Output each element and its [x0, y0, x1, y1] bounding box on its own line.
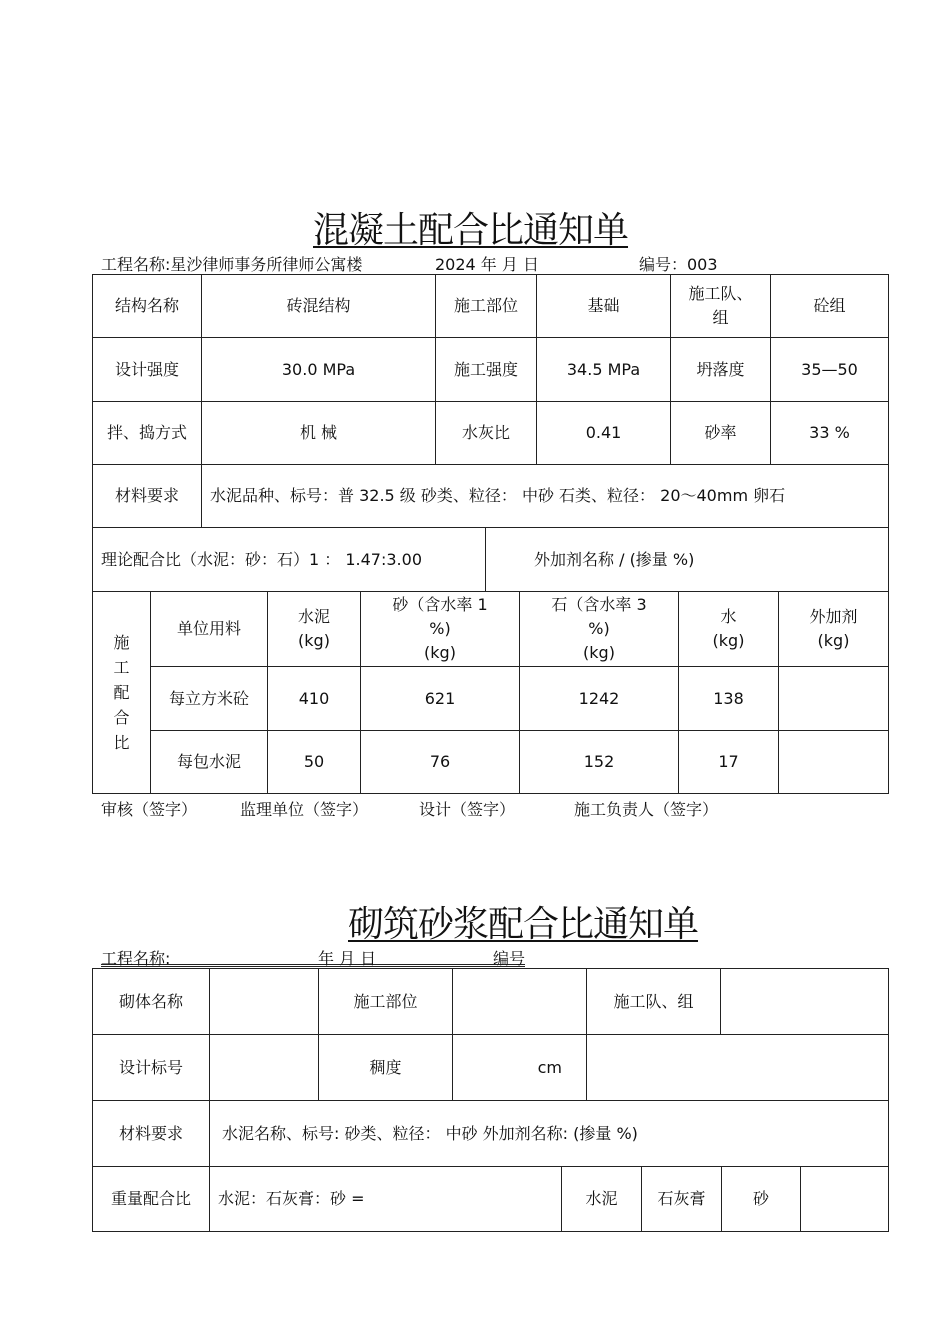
sand-ratio-label: 砂率 — [671, 402, 771, 465]
construction-part-label: 施工部位 — [436, 275, 537, 338]
team-value: 砼组 — [771, 275, 889, 338]
admixture-header: 外加剂 (kg) — [779, 592, 889, 667]
concrete-date: 2024 年 月 日 — [435, 255, 539, 274]
slump-value: 35—50 — [771, 338, 889, 402]
concrete-ratio-table — [92, 527, 889, 592]
side-char: 施 — [113, 633, 130, 652]
construction-strength-value: 34.5 MPa — [537, 338, 671, 402]
mortar-material-label: 材料要求 — [93, 1101, 210, 1167]
weight-ratio-formula: 水泥：石灰膏：砂 = — [210, 1167, 562, 1232]
mortar-part-value — [453, 969, 587, 1035]
unit-material-header: 单位用料 — [151, 592, 268, 667]
mortar-part-label: 施工部位 — [319, 969, 453, 1035]
side-char: 比 — [113, 733, 130, 752]
concrete-number: 编号：003 — [639, 255, 718, 274]
mortar-number: 编号 — [492, 949, 525, 968]
mortar-title: 砌筑砂浆配合比通知单 — [348, 904, 699, 945]
weight-sand-label: 砂 — [722, 1167, 801, 1232]
side-char: 工 — [113, 658, 130, 677]
consistency-label: 稠度 — [319, 1035, 453, 1101]
cement-value: 50 — [268, 731, 361, 794]
concrete-mix-table — [92, 591, 889, 794]
concrete-project-name: 工程名称:星沙律师事务所律师公寓楼 — [101, 255, 363, 274]
sand-value: 76 — [361, 731, 520, 794]
weight-lime-label: 石灰膏 — [642, 1167, 722, 1232]
design-strength-label: 设计强度 — [93, 338, 202, 402]
mortar-number-line — [390, 946, 525, 967]
consistency-extra — [587, 1035, 889, 1101]
design-strength-value: 30.0 MPa — [202, 338, 436, 402]
water-value: 138 — [679, 667, 779, 731]
admixture-value — [779, 667, 889, 731]
mortar-team-label: 施工队、组 — [587, 969, 721, 1035]
admixture-name: 外加剂名称 / (掺量 %) — [486, 528, 889, 592]
material-requirements-value: 水泥品种、标号：普 32.5 级 砂类、粒径： 中砂 石类、粒径： 20～40mm 卵石 — [202, 465, 889, 528]
construction-part-value: 基础 — [537, 275, 671, 338]
material-requirements-label: 材料要求 — [93, 465, 202, 528]
concrete-info-table — [92, 274, 889, 528]
mixing-method-value: 机 械 — [202, 402, 436, 465]
team-label: 施工队、组 — [671, 275, 771, 338]
mortar-project-name: 工程名称: — [101, 949, 171, 968]
water-header: 水 (kg) — [679, 592, 779, 667]
mixing-method-label: 拌、捣方式 — [93, 402, 202, 465]
stone-header: 石（含水率 3 %) (kg) — [520, 592, 679, 667]
design-grade-label: 设计标号 — [93, 1035, 210, 1101]
weight-cement-label: 水泥 — [562, 1167, 642, 1232]
water-cement-ratio-value: 0.41 — [537, 402, 671, 465]
weight-ratio-label: 重量配合比 — [93, 1167, 210, 1232]
masonry-name-value — [210, 969, 319, 1035]
table-row — [93, 731, 889, 794]
slump-label: 坍落度 — [671, 338, 771, 402]
weight-extra-value — [801, 1167, 889, 1232]
structure-name-value: 砖混结构 — [202, 275, 436, 338]
side-char: 配 — [113, 683, 130, 702]
cement-header: 水泥 (kg) — [268, 592, 361, 667]
construction-mix-side-label — [93, 592, 151, 794]
sand-header: 砂（含水率 1 %) (kg) — [361, 592, 520, 667]
concrete-title: 混凝土配合比通知单 — [313, 210, 629, 251]
masonry-name-label: 砌体名称 — [93, 969, 210, 1035]
theoretical-ratio: 理论配合比（水泥：砂：石）1 ： 1.47:3.00 — [93, 528, 486, 592]
review-signature: 审核（签字） — [101, 800, 198, 819]
row-label: 每立方米砼 — [151, 667, 268, 731]
stone-value: 152 — [520, 731, 679, 794]
water-cement-ratio-label: 水灰比 — [436, 402, 537, 465]
sand-value: 621 — [361, 667, 520, 731]
admixture-value — [779, 731, 889, 794]
structure-name-label: 结构名称 — [93, 275, 202, 338]
mortar-table — [92, 968, 889, 1167]
cement-value: 410 — [268, 667, 361, 731]
mortar-weight-ratio-table — [92, 1166, 889, 1232]
consistency-value: cm — [453, 1035, 587, 1101]
design-grade-value — [210, 1035, 319, 1101]
sand-ratio-value: 33 % — [771, 402, 889, 465]
design-signature: 设计（签字） — [419, 800, 516, 819]
side-char: 合 — [113, 708, 130, 727]
mortar-material-value: 水泥名称、标号: 砂类、粒径： 中砂 外加剂名称: (掺量 %) — [210, 1101, 889, 1167]
water-value: 17 — [679, 731, 779, 794]
supervisor-signature: 监理单位（签字） — [240, 800, 369, 819]
mortar-date: 年 月 日 — [318, 949, 377, 968]
table-row — [93, 667, 889, 731]
construction-strength-label: 施工强度 — [436, 338, 537, 402]
stone-value: 1242 — [520, 667, 679, 731]
mortar-team-value — [721, 969, 889, 1035]
row-label: 每包水泥 — [151, 731, 268, 794]
lead-signature: 施工负责人（签字） — [574, 800, 719, 819]
